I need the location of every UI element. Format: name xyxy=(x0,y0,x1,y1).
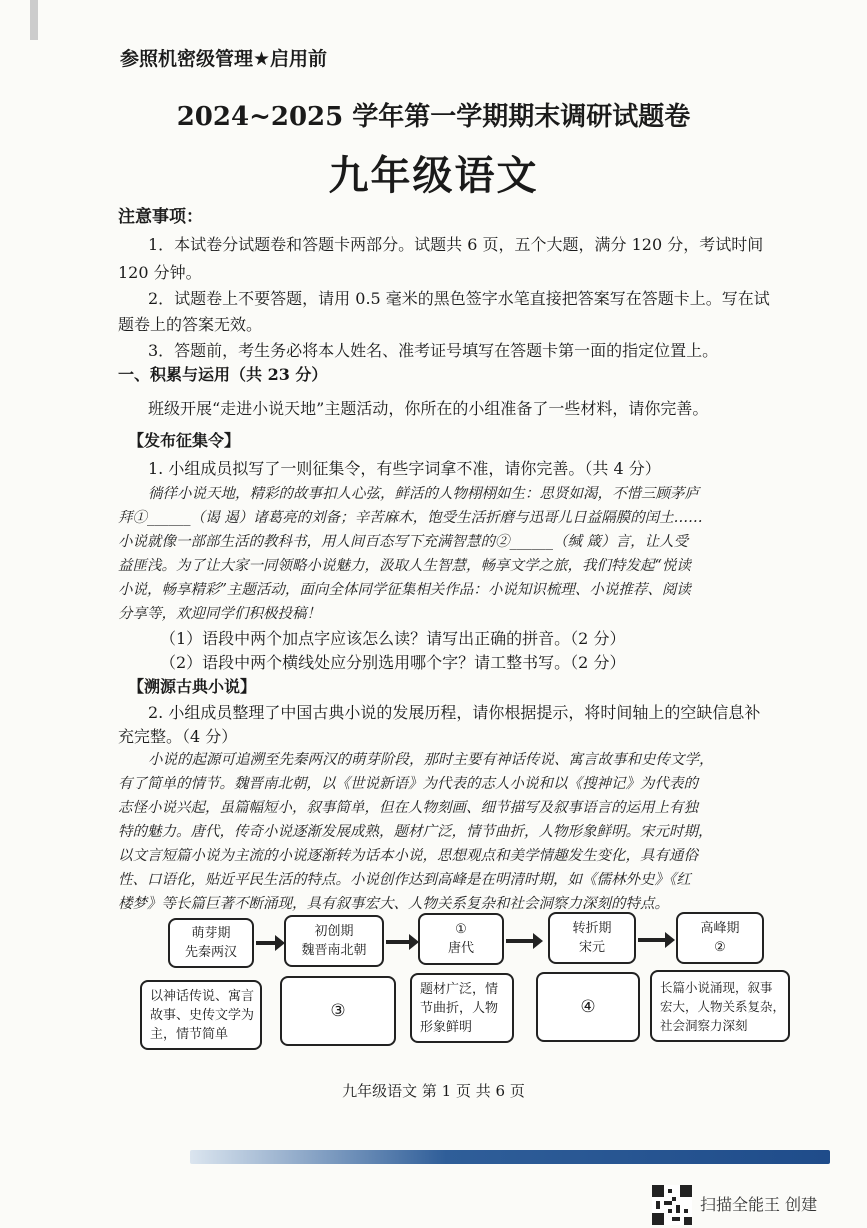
timeline-arrow xyxy=(386,940,410,944)
passage-line: 小说就像一部部生活的教科书，用人间百态写下充满智慧的②______（缄 箴）言，让人受 xyxy=(118,534,689,550)
passage2-line: 以文言短篇小说为主流的小说逐渐转为话本小说，思想观点和美学情趣发生变化，具有通俗 xyxy=(118,848,698,864)
secret-mark: 参照机密级管理★启用前 xyxy=(120,48,328,70)
question-1: 1. 小组成员拟写了一则征集令，有些字词拿不准，请你完善。（共 4 分） xyxy=(148,459,661,478)
notice-line-2b: 题卷上的答案无效。 xyxy=(118,315,263,334)
passage-line: 小说，畅享精彩”主题活动，面向全体同学征集相关作品：小说知识梳理、小说推荐、阅读 xyxy=(118,582,691,598)
stage-name: 转折期 xyxy=(572,921,612,936)
page-footer: 九年级语文 第 1 页 共 6 页 xyxy=(342,1082,525,1100)
question-2b: 充完整。（4 分） xyxy=(118,727,238,746)
timeline-stage-2 xyxy=(284,915,384,967)
scan-edge-mark xyxy=(30,0,38,40)
feature-blank: ④ xyxy=(580,996,596,1017)
stage-name: 初创期 xyxy=(314,924,354,939)
feature-line: 宏大，人物关系复杂， xyxy=(660,998,786,1014)
feature-line: 形象鲜明 xyxy=(420,1019,473,1035)
feature-line: 社会洞察力深刻 xyxy=(660,1017,748,1033)
passage2-line: 特的魅力。唐代，传奇小说逐渐发展成熟，题材广泛，情节曲折，人物形象鲜明。宋元时期， xyxy=(118,824,713,840)
stage-period: 唐代 xyxy=(447,941,474,956)
feature-line: 主，情节简单 xyxy=(150,1026,229,1042)
stage-period: 宋元 xyxy=(578,940,605,955)
notice-line-2a: 2．试题卷上不要答题，请用 0.5 毫米的黑色签字水笔直接把答案写在答题卡上。写在试 xyxy=(148,289,770,308)
notice-line-3: 3．答题前，考生务必将本人姓名、准考证号填写在答题卡第一面的指定位置上。 xyxy=(148,341,719,360)
stage-period: 魏晋南北朝 xyxy=(301,943,367,958)
feature-blank: ③ xyxy=(330,1000,346,1021)
stage-name: 高峰期 xyxy=(700,921,740,936)
stage-name: 萌芽期 xyxy=(191,926,231,941)
exam-title: 2024~2025 学年第一学期期末调研试题卷 xyxy=(176,102,691,132)
stage-period: 先秦两汉 xyxy=(184,945,237,960)
passage-line: 拜①______（谒 遏）诸葛亮的刘备；辛苦麻木，饱受生活折磨与迅哥儿日益隔膜的闰土…… xyxy=(118,510,703,526)
timeline-stage-1 xyxy=(168,918,254,968)
feature-line: 题材广泛，情 xyxy=(420,981,499,997)
passage-line: 分享等，欢迎同学们积极投稿！ xyxy=(118,606,321,622)
timeline-stage-5 xyxy=(676,912,764,964)
notice-line-1b: 120 分钟。 xyxy=(118,263,202,282)
feature-line: 节曲折，人物 xyxy=(420,1000,499,1016)
feature-line: 长篇小说涌现，叙事 xyxy=(660,979,773,995)
timeline-feature-5 xyxy=(650,970,790,1042)
passage2-line: 小说的起源可追溯至先秦两汉的萌芽阶段，那时主要有神话传说、寓言故事和史传文学， xyxy=(148,752,714,768)
passage2-line: 性、口语化，贴近平民生活的特点。小说创作达到高峰是在明清时期，如《儒林外史》《红 xyxy=(118,872,691,888)
passage2-line: 志怪小说兴起，虽篇幅短小，叙事简单，但在人物刻画、细节描写及叙事语言的运用上有独 xyxy=(118,800,698,816)
subheading-collection: 【发布征集令】 xyxy=(128,431,241,450)
timeline-arrow xyxy=(638,938,666,942)
notice-heading: 注意事项： xyxy=(118,207,203,227)
timeline-stage-4 xyxy=(548,912,636,964)
timeline-arrow xyxy=(506,939,534,943)
question-2a: 2. 小组成员整理了中国古典小说的发展历程，请你根据提示，将时间轴上的空缺信息补 xyxy=(148,703,761,722)
question-1-1: （1）语段中两个加点字应该怎么读？请写出正确的拼音。（2 分） xyxy=(160,629,626,648)
passage-line: 益匪浅。为了让大家一同领略小说魅力，汲取人生智慧，畅享文学之旅，我们特发起“悦读 xyxy=(118,558,691,574)
timeline-stage-3 xyxy=(418,913,504,965)
notice-line-1a: 1．本试卷分试题卷和答题卡两部分。试题共 6 页，五个大题，满分 120 分，考试时间 xyxy=(148,235,764,254)
subheading-classic: 【溯源古典小说】 xyxy=(128,677,257,696)
question-1-2: （2）语段中两个横线处应分别选用哪个字？请工整书写。（2 分） xyxy=(160,653,626,672)
section-intro: 班级开展“走进小说天地”主题活动，你所在的小组准备了一些材料，请你完善。 xyxy=(148,399,709,418)
timeline-feature-2 xyxy=(280,976,396,1046)
passage-line: 徜徉小说天地，精彩的故事扣人心弦，鲜活的人物栩栩如生：思贤如渴，不惜三顾茅庐 xyxy=(148,486,699,502)
scan-bar xyxy=(190,1150,830,1164)
timeline-feature-1 xyxy=(140,980,262,1050)
passage2-line: 有了简单的情节。魏晋南北朝，以《世说新语》为代表的志人小说和以《搜神记》为代表的 xyxy=(118,776,698,792)
feature-line: 以神话传说、寓言 xyxy=(150,988,255,1004)
stage-blank: ① xyxy=(455,922,467,937)
feature-line: 故事、史传文学为 xyxy=(150,1007,255,1023)
section-heading: 一、积累与运用（共 23 分） xyxy=(118,365,328,384)
scanner-watermark: 扫描全能王 创建 xyxy=(700,1195,818,1214)
timeline-feature-4 xyxy=(536,972,640,1042)
qr-code-icon xyxy=(652,1185,692,1225)
subject-title: 九年级语文 xyxy=(328,152,539,199)
timeline-arrow xyxy=(256,941,276,945)
passage2-line: 楼梦》等长篇巨著不断涌现，具有叙事宏大、人物关系复杂和社会洞察力深刻的特点。 xyxy=(118,896,669,912)
stage-blank: ② xyxy=(714,940,726,955)
timeline-feature-3 xyxy=(410,973,514,1043)
